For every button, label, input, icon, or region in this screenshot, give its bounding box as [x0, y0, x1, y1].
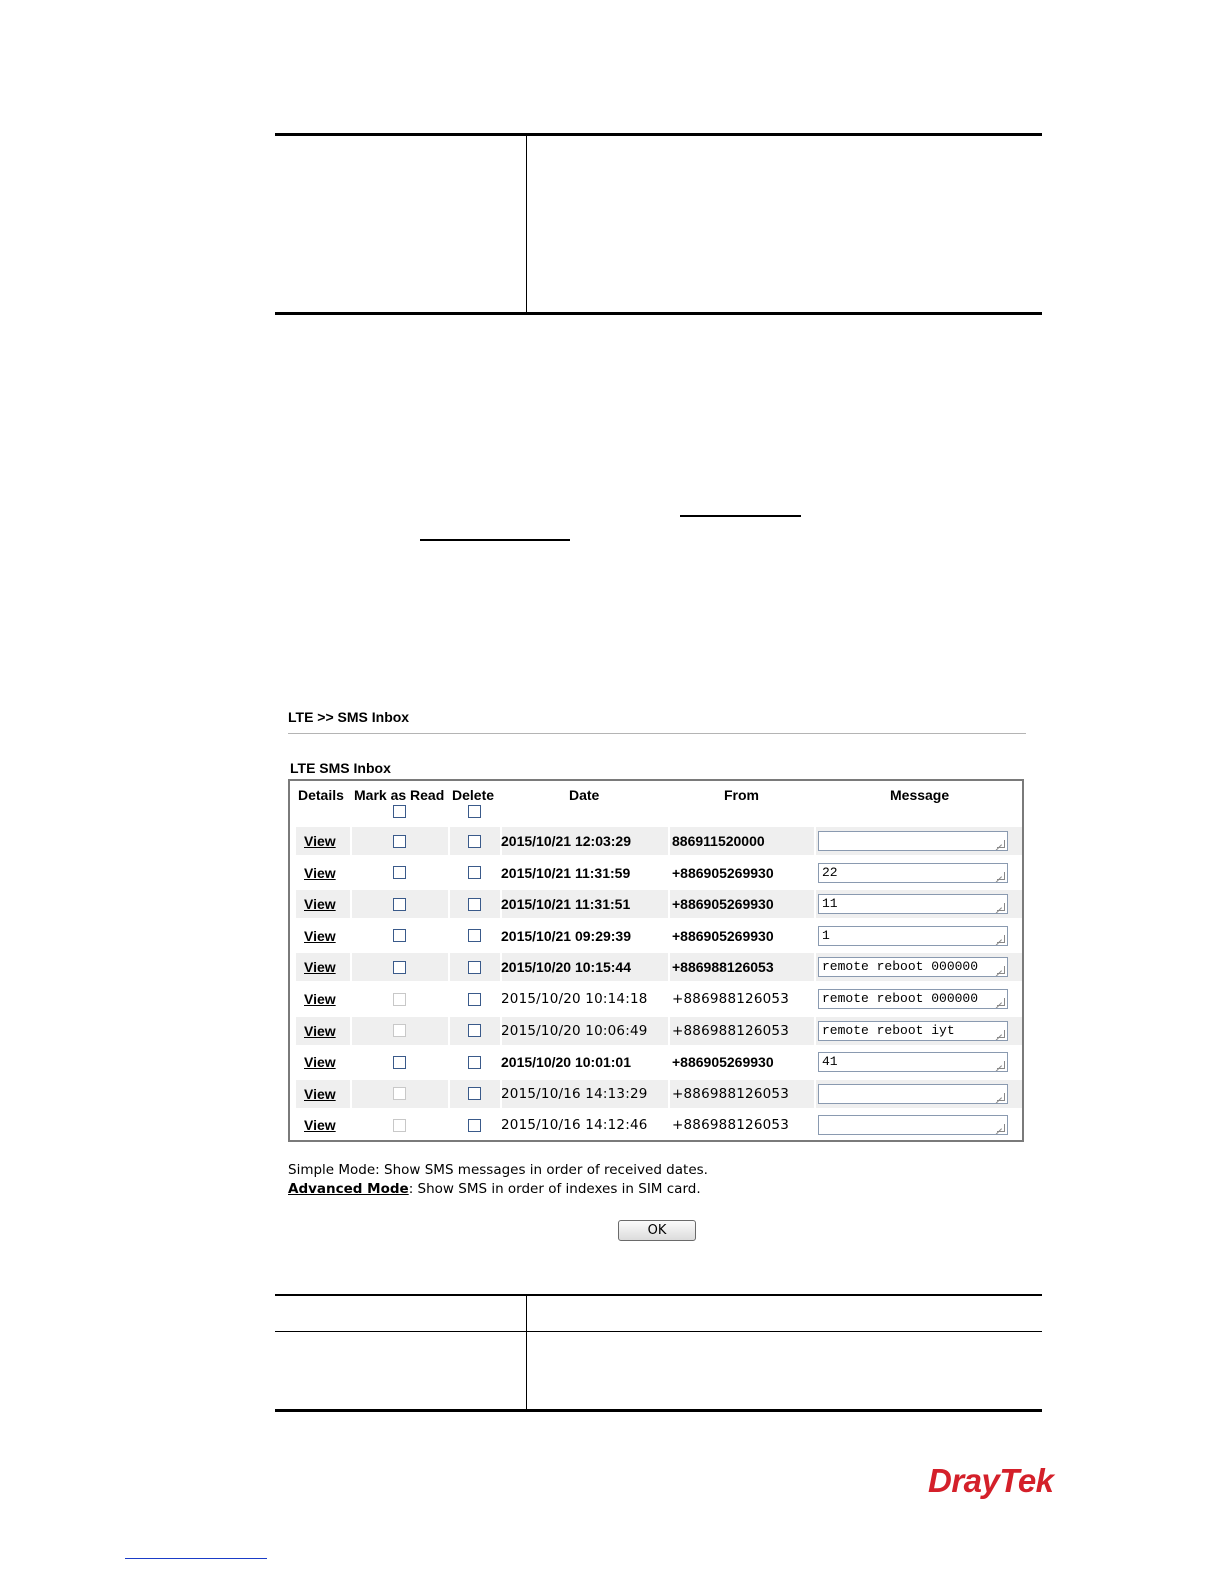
- message-textarea[interactable]: [818, 1115, 1008, 1135]
- message-sender: +886905269930: [672, 864, 774, 881]
- top-table-bottom-rule: [275, 312, 1042, 315]
- resize-grip-icon[interactable]: [997, 840, 1005, 848]
- resize-grip-icon[interactable]: [997, 966, 1005, 974]
- delete-checkbox[interactable]: [468, 866, 481, 879]
- message-sender: +886905269930: [672, 1054, 774, 1071]
- resize-grip-icon[interactable]: [997, 872, 1005, 880]
- bottom-table-divider: [526, 1296, 527, 1410]
- resize-grip-icon[interactable]: [997, 903, 1005, 911]
- message-textarea[interactable]: [818, 831, 1008, 851]
- advanced-mode-note: [288, 1181, 701, 1197]
- message-text: remote reboot 000000: [822, 991, 979, 1006]
- advanced-mode-text: : Show SMS in order of indexes in SIM card.: [408, 1181, 701, 1197]
- resize-grip-icon[interactable]: [997, 1093, 1005, 1101]
- table-row: [296, 858, 1022, 888]
- message-date: 2015/10/16 14:12:46: [501, 1117, 648, 1134]
- message-text: 1: [822, 927, 830, 943]
- view-link[interactable]: View: [304, 1022, 336, 1039]
- view-link[interactable]: View: [304, 1085, 336, 1102]
- table-row: [296, 889, 1022, 919]
- resize-grip-icon[interactable]: [997, 1030, 1005, 1038]
- col-details: Details: [298, 787, 344, 803]
- table-row: [296, 1110, 1022, 1140]
- delete-checkbox[interactable]: [468, 929, 481, 942]
- table-row: [296, 1079, 1022, 1109]
- message-textarea[interactable]: [818, 1084, 1008, 1104]
- message-textarea[interactable]: [818, 957, 1008, 977]
- mark-as-read-checkbox[interactable]: [393, 961, 406, 974]
- message-sender: 886911520000: [672, 833, 765, 849]
- table-row: [296, 826, 1022, 856]
- delete-checkbox[interactable]: [468, 835, 481, 848]
- message-date: 2015/10/20 10:14:18: [501, 991, 648, 1007]
- mark-as-read-checkbox: [393, 1087, 406, 1100]
- mark-as-read-checkbox[interactable]: [393, 835, 406, 848]
- table-row: [296, 952, 1022, 982]
- bottom-table-bottom-rule: [275, 1409, 1042, 1412]
- message-date: 2015/10/21 09:29:39: [501, 927, 631, 944]
- mark-as-read-checkbox: [393, 1119, 406, 1132]
- message-sender: +886988126053: [672, 959, 774, 976]
- bottom-table-top-rule: [275, 1294, 1042, 1296]
- delete-checkbox[interactable]: [468, 1024, 481, 1037]
- view-link[interactable]: View: [304, 1117, 336, 1134]
- message-textarea[interactable]: [818, 1021, 1008, 1041]
- resize-grip-icon[interactable]: [997, 998, 1005, 1006]
- advanced-mode-link[interactable]: Advanced Mode: [288, 1181, 409, 1197]
- mark-as-read-checkbox: [393, 993, 406, 1006]
- view-link[interactable]: View: [304, 959, 336, 976]
- section-title: LTE SMS Inbox: [290, 760, 391, 776]
- message-date: 2015/10/21 11:31:59: [501, 864, 631, 881]
- col-mark-as-read: Mark as Read: [354, 787, 445, 803]
- message-sender: +886988126053: [672, 991, 789, 1007]
- message-sender: +886905269930: [672, 927, 774, 944]
- resize-grip-icon[interactable]: [997, 1124, 1005, 1132]
- table-row: [296, 921, 1022, 951]
- message-textarea[interactable]: [818, 1052, 1008, 1072]
- simple-mode-note: Simple Mode: Show SMS messages in order of received dates.: [288, 1162, 708, 1178]
- resize-grip-icon[interactable]: [997, 935, 1005, 943]
- message-text: 11: [822, 896, 838, 912]
- mark-as-read-checkbox: [393, 1024, 406, 1037]
- mark-as-read-checkbox[interactable]: [393, 1056, 406, 1069]
- message-sender: +886988126053: [672, 1117, 789, 1134]
- view-link[interactable]: View: [304, 896, 336, 913]
- message-sender: +886905269930: [672, 896, 774, 913]
- view-link[interactable]: View: [304, 864, 336, 881]
- view-link[interactable]: View: [304, 1054, 336, 1071]
- message-date: 2015/10/20 10:15:44: [501, 959, 631, 976]
- delete-checkbox[interactable]: [468, 993, 481, 1006]
- message-text: remote reboot iyt: [822, 1022, 955, 1038]
- view-link[interactable]: View: [304, 833, 336, 849]
- message-date: 2015/10/20 10:01:01: [501, 1054, 631, 1071]
- col-delete: Delete: [452, 787, 495, 803]
- delete-all-checkbox[interactable]: [468, 805, 481, 818]
- table-row: [296, 1047, 1022, 1077]
- delete-checkbox[interactable]: [468, 961, 481, 974]
- message-date: 2015/10/16 14:13:29: [501, 1085, 648, 1102]
- ok-button[interactable]: OK: [618, 1220, 696, 1241]
- message-date: 2015/10/21 12:03:29: [501, 833, 631, 849]
- message-sender: +886988126053: [672, 1085, 789, 1102]
- message-date: 2015/10/21 11:31:51: [501, 896, 631, 913]
- table-row: [296, 1016, 1022, 1046]
- bottom-table-header-rule: [275, 1331, 1042, 1332]
- mark-all-read-checkbox[interactable]: [393, 805, 406, 818]
- message-sender: +886988126053: [672, 1022, 789, 1039]
- message-text: 22: [822, 864, 838, 880]
- mark-as-read-checkbox[interactable]: [393, 929, 406, 942]
- message-textarea[interactable]: [818, 894, 1008, 914]
- table-row: [296, 984, 1022, 1014]
- view-link[interactable]: View: [304, 991, 336, 1007]
- message-textarea[interactable]: [818, 926, 1008, 946]
- mark-as-read-checkbox[interactable]: [393, 866, 406, 879]
- message-text: remote reboot 000000: [822, 959, 979, 975]
- message-text: 41: [822, 1054, 838, 1070]
- link-underline: [420, 539, 570, 541]
- message-textarea[interactable]: [818, 863, 1008, 883]
- resize-grip-icon[interactable]: [997, 1061, 1005, 1069]
- link-underline: [680, 515, 801, 517]
- col-message: Message: [890, 787, 950, 803]
- view-link[interactable]: View: [304, 927, 336, 944]
- delete-checkbox[interactable]: [468, 898, 481, 911]
- top-table-top-rule: [275, 133, 1042, 136]
- message-textarea[interactable]: [818, 989, 1008, 1009]
- mark-as-read-checkbox[interactable]: [393, 898, 406, 911]
- breadcrumb-divider: [288, 733, 1026, 734]
- delete-checkbox[interactable]: [468, 1056, 481, 1069]
- delete-checkbox[interactable]: [468, 1119, 481, 1132]
- breadcrumb: LTE >> SMS Inbox: [288, 709, 410, 725]
- message-date: 2015/10/20 10:06:49: [501, 1022, 648, 1039]
- col-from: From: [724, 787, 759, 803]
- sms-inbox-table: [288, 779, 1024, 1142]
- draytek-logo: DrayTek: [928, 1462, 1054, 1499]
- top-table-divider: [526, 136, 527, 313]
- delete-checkbox[interactable]: [468, 1087, 481, 1100]
- footer-link-underline: [125, 1558, 267, 1559]
- col-date: Date: [569, 787, 600, 803]
